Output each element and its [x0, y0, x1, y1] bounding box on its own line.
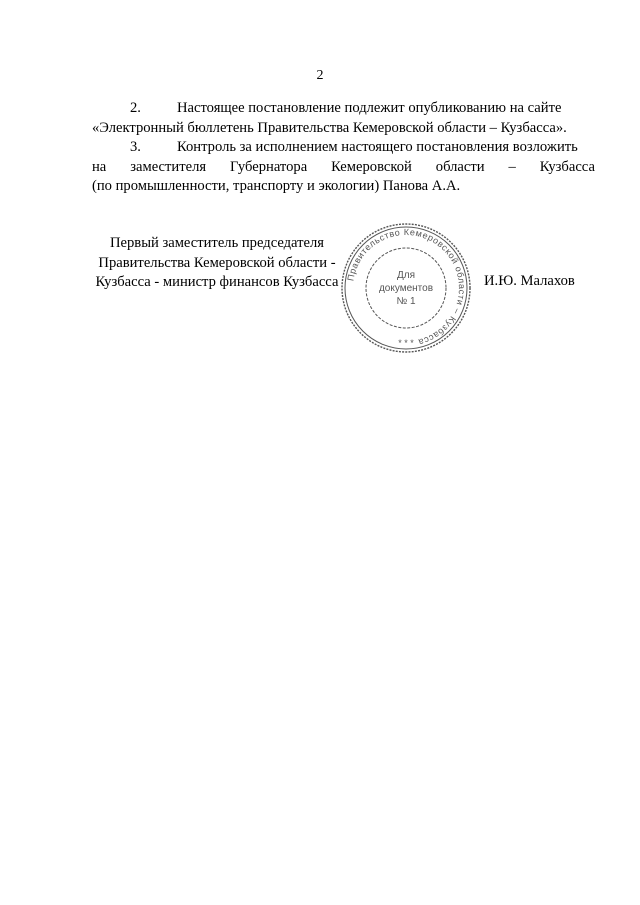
justified-word: Кемеровской — [331, 158, 412, 175]
paragraph-line: «Электронный бюллетень Правительства Кемеровской области – Кузбасса». — [92, 119, 567, 136]
signature-title-line: Первый заместитель председателя — [109, 235, 325, 251]
justified-word: заместителя — [130, 158, 207, 175]
body-text — [92, 99, 595, 197]
paragraph-text: Контроль за исполнением настоящего постановления возложить — [177, 139, 578, 155]
paragraph-line: (по промышленности, транспорту и экологии) Панова А.А. — [92, 178, 461, 194]
justified-word: – — [508, 158, 516, 175]
stamp-center-line: документов — [378, 283, 434, 294]
paragraph-text: Настоящее постановление подлежит опубликованию на сайте — [177, 100, 562, 116]
signature-title — [86, 234, 348, 293]
stamp-stars: * * * — [398, 338, 414, 348]
justified-word: Кузбасса — [539, 158, 595, 175]
paragraph-2 — [92, 99, 595, 138]
signature-title-line: Кузбасса - министр финансов Кузбасса — [95, 274, 339, 290]
stamp-ring-text: Правительство Кемеровской области – Кузбасса — [345, 226, 468, 348]
paragraph-line-justified — [92, 158, 595, 178]
signer-name: И.Ю. Малахов — [484, 273, 575, 289]
justified-word: области — [435, 158, 485, 175]
paragraph-3 — [92, 138, 595, 197]
paragraph-number: 3. — [130, 139, 141, 155]
signature-title-line: Правительства Кемеровской области - — [98, 254, 336, 271]
paragraph-line — [92, 138, 595, 158]
page-number: 2 — [316, 68, 324, 83]
justified-word: на — [92, 158, 107, 175]
official-stamp — [340, 222, 472, 354]
stamp-center-line: № 1 — [396, 296, 416, 307]
stamp-center-line: Для — [396, 270, 416, 281]
paragraph-line — [92, 99, 595, 119]
paragraph-number: 2. — [130, 100, 141, 116]
justified-word: Губернатора — [230, 158, 308, 175]
